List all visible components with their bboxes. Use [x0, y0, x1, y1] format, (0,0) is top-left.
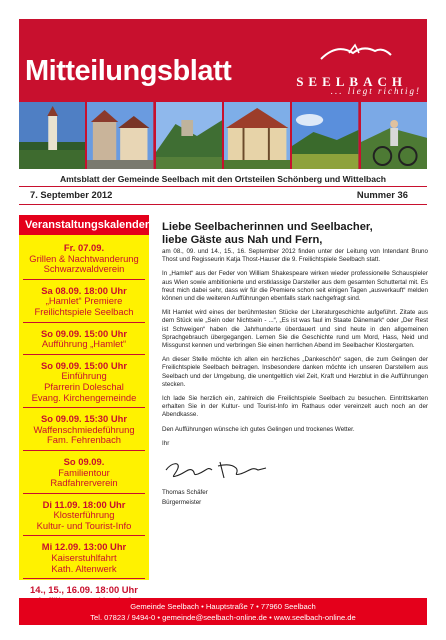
calendar-divider	[23, 493, 145, 494]
calendar-entry-date: Fr. 07.09.	[63, 242, 105, 253]
letter-paragraph: Mit Hamlet wird eines der berühmtesten Stücke der Literaturgeschichte aufgeführt. Zitate aus dem Stück wie „Sein oder Nichtsein - ...“, „Es ist was faul im Staate Dänemark“ oder „Der Rest ist Schweigen“ haben die Jahrhunderte überdauert und sind heute in den allgemeinen Sprachgebrauch übergegangen. Lernen Sie die Geschichte rund um Mord, Hass, Neid und Missgunst kennen und verbringen Sie einen herrlichen Abend im Seelbacher Klostergarten.	[162, 309, 428, 350]
newsletter-title: Mitteilungsblatt	[25, 55, 232, 87]
calendar-entry-date: So 09.09. 15:00 Uhr	[41, 327, 127, 339]
calendar-divider	[23, 279, 145, 280]
timber-houses-photo	[224, 102, 290, 169]
calendar-entry-text: Freilichtspiele Seelbach	[34, 305, 134, 317]
brand-name: SEELBACH	[296, 74, 407, 89]
handwritten-signature-icon	[162, 456, 272, 482]
signer-title: Bürgermeister	[162, 499, 202, 507]
signer-name: Thomas Schäfer	[162, 489, 208, 497]
mayor-letter	[162, 215, 428, 580]
calendar-entry-text: Einführung	[61, 370, 107, 382]
calendar-entry-text: Kaiserstuhlfahrt	[51, 552, 117, 564]
calendar-entry	[19, 542, 149, 579]
seelbach-logo-mark-icon	[319, 39, 393, 63]
issue-date: 7. September 2012	[30, 189, 113, 200]
calendar-entry-text: „Hamlet“ Premiere	[45, 295, 123, 307]
calendar-entry-text: Fam. Fehrenbach	[47, 434, 121, 446]
church-sky-photo	[19, 102, 85, 169]
calendar-entry-text: Kultur- und Tourist-Info	[36, 519, 132, 531]
event-calendar	[19, 215, 150, 596]
calendar-entry-text: Evang. Kirchengemeinde	[31, 391, 137, 403]
calendar-entry	[19, 361, 149, 408]
calendar-entry	[19, 500, 149, 537]
issue-number: Nummer 36	[356, 189, 408, 200]
calendar-entry-text: Familientour	[58, 466, 110, 478]
calendar-entry-text: Pfarrerin Doleschal	[44, 380, 124, 392]
calendar-entry-text: Aufführung „Hamlet“	[41, 338, 127, 350]
letter-paragraph: Ich lade Sie herzlich ein, zahlreich die Freilichtspiele Seelbach zu besuchen. Eintrittskarten erhalten Sie in der Kultur- und Tourist-Info im Rathaus oder vereinzelt auch noch an der Abendkasse.	[162, 395, 428, 419]
calendar-entry-date: Sa 08.09. 18:00 Uhr	[41, 284, 127, 296]
calendar-entry	[19, 286, 149, 323]
letter-heading-line-2: liebe Gäste aus Nah und Fern,	[162, 233, 323, 246]
calendar-entry	[19, 243, 149, 280]
calendar-entry-text: Radfahrerverein	[50, 477, 118, 489]
calendar-divider	[23, 407, 145, 408]
calendar-entry-text: Grillen & Nachtwanderung	[29, 252, 139, 264]
calendar-entry-text: Waffenschmiedeführung	[33, 423, 135, 435]
calendar-entry-date: So 09.09.	[63, 455, 105, 467]
header-divider	[19, 186, 427, 187]
official-gazette-subtitle: Amtsblatt der Gemeinde Seelbach mit den Ortsteilen Schönberg und Wittelbach	[59, 174, 387, 184]
calendar-title: Veranstaltungskalender	[19, 215, 149, 235]
calendar-entry	[19, 457, 149, 494]
calendar-divider	[23, 578, 145, 579]
calendar-entry-date: So 09.09. 15:30 Uhr	[41, 413, 127, 425]
footer-address: Gemeinde Seelbach • Hauptstraße 7 • 77960 Seelbach	[130, 602, 316, 611]
letter-paragraph: Den Aufführungen wünsche ich gutes Gelingen und trockenes Wetter.	[162, 425, 355, 433]
mountain-biker-photo	[361, 102, 427, 169]
photo-strip	[19, 102, 427, 169]
calendar-divider	[23, 450, 145, 451]
landscape-photo	[292, 102, 358, 169]
calendar-entry-text: Klosterführung	[53, 509, 115, 521]
hillside-castle-photo	[156, 102, 222, 169]
brand-tagline: ... liegt richtig!	[330, 86, 421, 96]
calendar-list	[19, 235, 149, 617]
calendar-divider	[23, 322, 145, 323]
footer-contact: Tel. 07823 / 9494-0 • gemeinde@seelbach-online.de • www.seelbach-online.de	[90, 613, 356, 622]
calendar-entry-date: Mi 12.09. 13:00 Uhr	[41, 541, 127, 553]
calendar-entry-text: Schwarzwaldverein	[43, 263, 125, 275]
calendar-entry-text: Kath. Altenwerk	[51, 562, 117, 574]
issue-line	[19, 188, 427, 202]
issue-divider	[19, 204, 427, 205]
letter-closing: Ihr	[162, 439, 170, 447]
contact-footer	[19, 598, 427, 625]
calendar-entry-date: Di 11.09. 18:00 Uhr	[42, 498, 126, 510]
letter-paragraph: am 08., 09. und 14., 15., 16. September 2012 finden unter der Leitung von Intendant Bruno Thost und Regisseurin Katja Thost-Hauser die 9. Freilichtspiele Seelbach statt.	[162, 248, 428, 264]
letter-heading-line-1: Liebe Seelbacherinnen und Seelbacher,	[162, 221, 373, 233]
letter-paragraph: In „Hamlet“ aus der Feder von William Shakespeare wirken wieder professionelle Schauspieler aus Wien sowie ambitionierte und erstklassige Darsteller aus dem gesamten Schuttertal mit. Es freut mich dabei sehr, dass wir für die Premiere schon seit einigen Tagen „ausverkauft“ melden können und die weiteren Aufführungen ebenfalls stark nachgefragt sind.	[162, 270, 428, 303]
calendar-entry	[19, 414, 149, 451]
village-houses-photo	[87, 102, 153, 169]
calendar-entry	[19, 329, 149, 355]
calendar-entry-date: So 09.09. 15:00 Uhr	[41, 359, 127, 371]
letter-heading	[162, 221, 428, 246]
calendar-divider	[23, 354, 145, 355]
calendar-entry-date: 14., 15., 16.09. 18:00 Uhr	[30, 584, 138, 596]
letter-paragraph: An dieser Stelle möchte ich allen ein herzliches „Dankeschön“ sagen, die zum Gelingen der Freilichtspiele Seelbach beitragen. Insbesondere danken möchte ich unseren Darstellern aus Seelbach und der Umgebung, die unentgeltlich viel Zeit, Kraft und Herzblut in die Aufführungen stecken.	[162, 356, 428, 388]
calendar-divider	[23, 535, 145, 536]
